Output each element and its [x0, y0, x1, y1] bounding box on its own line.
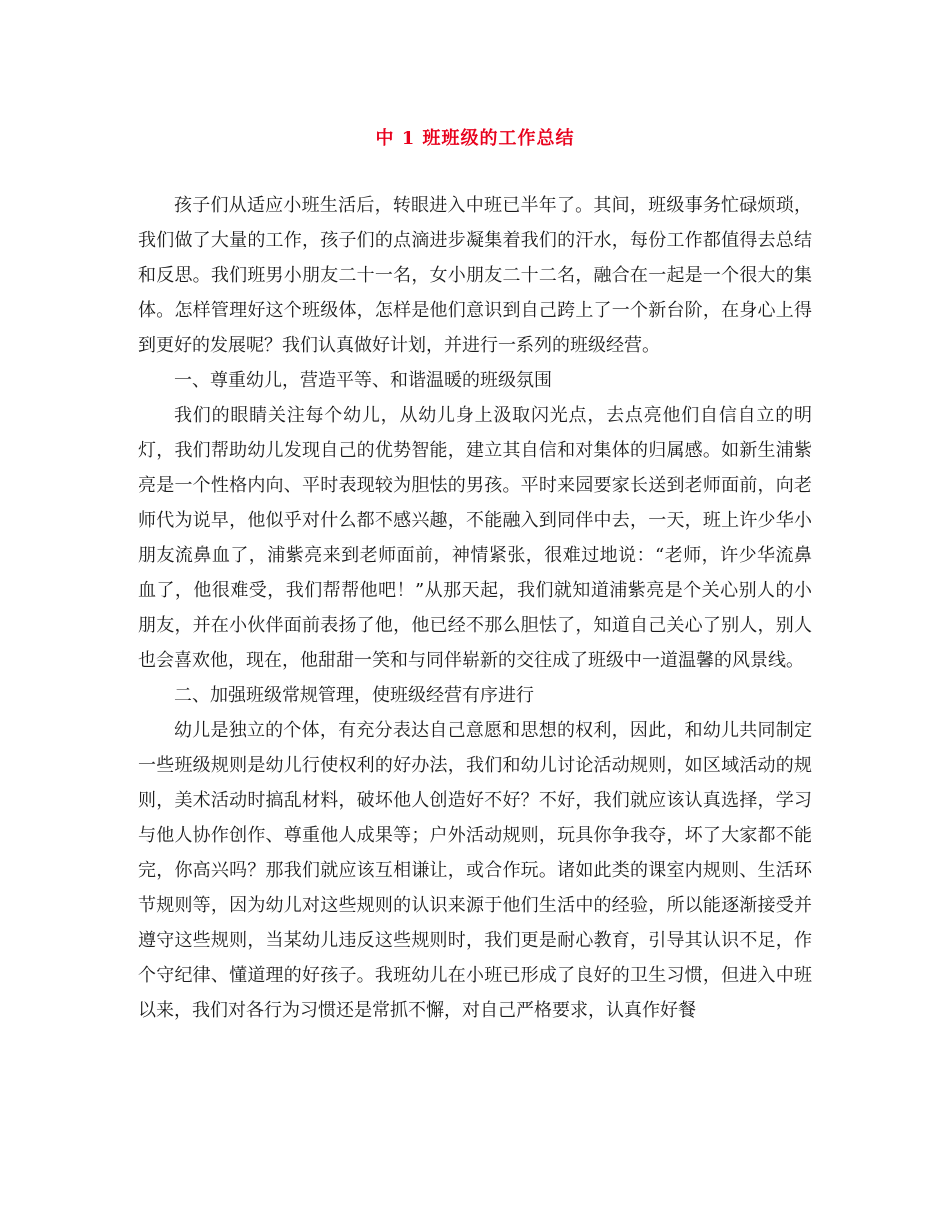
intro-paragraph: 孩子们从适应小班生活后，转眼进入中班已半年了。其间，班级事务忙碌烦琐，我们做了大量的工作，孩子们的点滴进步凝集着我们的汗水，每份工作都值得去总结和反思。我们班男小朋友二十一名，女小朋友二十二名，融合在一起是一个很大的集体。怎样管理好这个班级体，怎样是他们意识到自己跨上了一个新台阶，在身心上得到更好的发展呢？我们认真做好计划，并进行一系列的班级经营。: [138, 195, 812, 356]
document-title: 中 1 班班级的工作总结: [375, 128, 575, 149]
section-1-paragraph: 我们的眼睛关注每个幼儿，从幼儿身上汲取闪光点，去点亮他们自信自立的明灯，我们帮助幼儿发现自己的优势智能，建立其自信和对集体的归属感。如新生浦紫亮是一个性格内向、平时表现较为胆怯的男孩。平时来园要家长送到老师面前，向老师代为说早，他似乎对什么都不感兴趣，不能融入到同伴中去，一天，班上许少华小朋友流鼻血了，浦紫亮来到老师面前，神情紧张，很难过地说：“老师，许少华流鼻血了，他很难受，我们帮帮他吧！”从那天起，我们就知道浦紫亮是个关心别人的小朋友，并在小伙伴面前表扬了他，他已经不那么胆怯了，知道自己关心了别人，别人也会喜欢他，现在，他甜甜一笑和与同伴崭新的交往成了班级中一道温馨的风景线。: [138, 405, 812, 671]
section-heading-2: 二、加强班级常规管理，使班级经营有序进行: [174, 685, 534, 706]
section-2-paragraph: 幼儿是独立的个体，有充分表达自己意愿和思想的权利，因此，和幼儿共同制定一些班级规则是幼儿行使权利的好办法，我们和幼儿讨论活动规则，如区域活动的规则，美术活动时搞乱材料，破坏他人创造好不好？不好，我们就应该认真选择，学习与他人协作创作、尊重他人成果等；户外活动规则，玩具你争我夺，坏了大家都不能完，你高兴吗？那我们就应该互相谦让，或合作玩。诸如此类的课室内规则、生活环节规则等，因为幼儿对这些规则的认识来源于他们生活中的经验，所以能逐渐接受并遵守这些规则，当某幼儿违反这些规则时，我们更是耐心教育，引导其认识不足，作个守纪律、懂道理的好孩子。我班幼儿在小班已形成了良好的卫生习惯，但进入中班以来，我们对各行为习惯还是常抓不懈，对自己严格要求，认真作好餐: [138, 720, 812, 1021]
section-heading-1: 一、尊重幼儿，营造平等、和谐温暖的班级氛围: [174, 370, 552, 391]
document-body: [138, 188, 812, 1028]
